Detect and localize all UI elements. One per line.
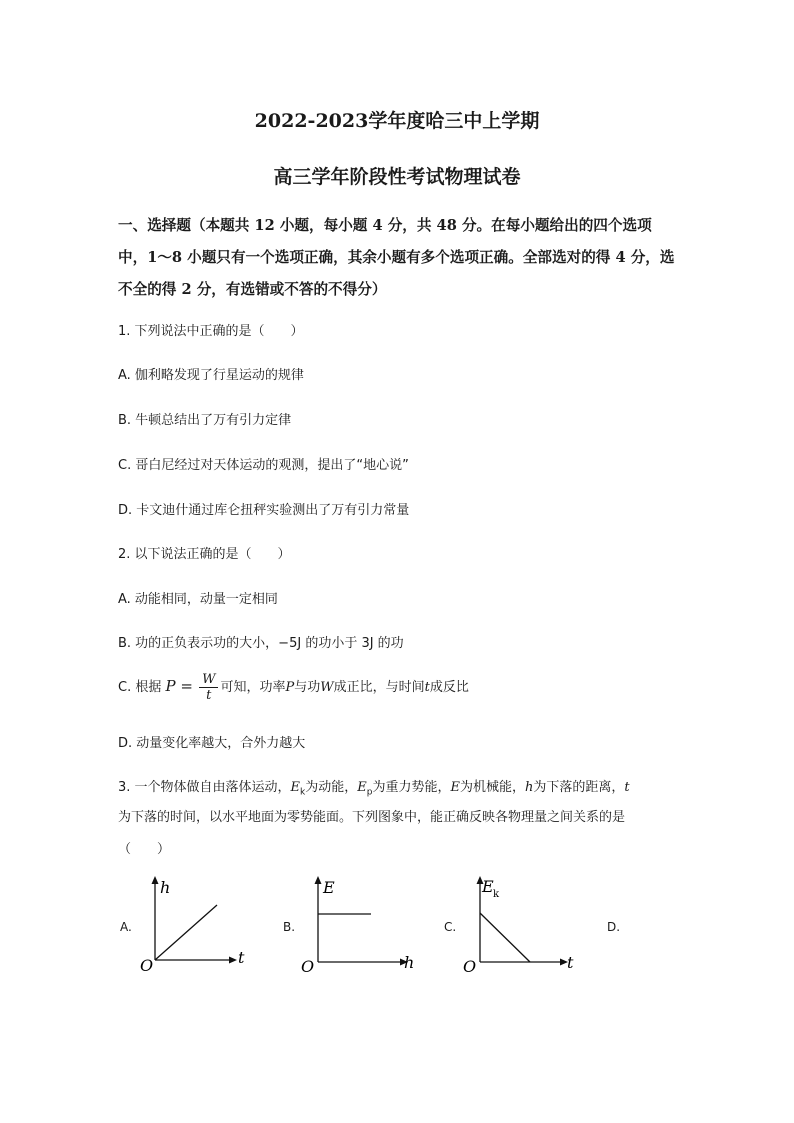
- graph-a-origin: O: [140, 956, 154, 975]
- exam-title-line2: 高三学年阶段性考试物理试卷: [273, 166, 521, 188]
- graph-c: [460, 875, 585, 975]
- symbol-e: E: [450, 780, 461, 795]
- graph-a-y-label: h: [160, 878, 171, 897]
- graph-b-origin: O: [301, 957, 315, 976]
- question-2-stem: 2. 以下说法正确的是（ ）: [118, 547, 291, 562]
- graph-b-x-label: h: [404, 953, 415, 972]
- power-fraction: [199, 672, 218, 703]
- question-1-option-d: D. 卡文迪什通过库仑扭秤实验测出了万有引力常量: [118, 503, 410, 518]
- symbol-h: h: [525, 780, 534, 795]
- option-c-text4: 成反比: [429, 680, 469, 695]
- graph-c-curve: [480, 913, 530, 962]
- question-2-option-a: A. 动能相同，动量一定相同: [118, 592, 278, 607]
- fraction-numerator: W: [199, 672, 218, 688]
- var-w: W: [320, 680, 334, 695]
- graph-a-label: A.: [120, 920, 132, 934]
- graph-c-y-subscript: k: [493, 889, 500, 900]
- fraction-denominator: t: [206, 688, 212, 703]
- graph-a-x-arrow: [229, 957, 237, 964]
- graph-c-origin: O: [463, 957, 477, 976]
- graph-b-y-arrow: [315, 876, 322, 884]
- graph-a: [135, 875, 255, 975]
- question-1-option-b: B. 牛顿总结出了万有引力定律: [118, 413, 292, 428]
- power-symbol: P =: [165, 677, 193, 695]
- question-2-option-d: D. 动量变化率越大，合外力越大: [118, 736, 306, 751]
- graph-b-label: B.: [283, 920, 296, 934]
- question-1-stem: 1. 下列说法中正确的是（ ）: [118, 324, 304, 339]
- question-2-option-c: [118, 672, 469, 703]
- section-instructions: 一、选择题（本题共 12 小题，每小题 4 分，共 48 分。在每小题给出的四个选项中，1～8 小题只有一个选项正确，其余小题有多个选项正确。全部选对的得 4 分，选不全的得 2 分，有选错或不答的不得分）: [118, 217, 675, 298]
- graph-c-y-label: E: [482, 877, 494, 896]
- symbol-ek: E: [290, 780, 301, 795]
- graph-c-x-label: t: [567, 953, 574, 972]
- option-c-text1: 可知，功率: [220, 680, 286, 695]
- graph-b-y-label: E: [323, 878, 335, 897]
- question-3-stem-line3: （ ）: [118, 842, 171, 857]
- option-c-prefix: C. 根据: [118, 680, 162, 695]
- question-2-option-b: B. 功的正负表示功的大小，−5J 的功小于 3J 的功: [118, 636, 404, 651]
- graph-a-curve: [155, 905, 217, 960]
- graph-c-label: C.: [444, 920, 457, 934]
- option-c-text2: 与功: [294, 680, 321, 695]
- var-p: P: [285, 680, 295, 695]
- option-c-text3: 成正比，与时间: [333, 680, 425, 695]
- graph-a-y-arrow: [152, 876, 159, 884]
- question-1-option-c: C. 哥白尼经过对天体运动的观测，提出了“地心说”: [118, 458, 409, 473]
- symbol-ep: E: [357, 780, 367, 795]
- symbol-t: t: [624, 780, 630, 795]
- question-3-stem-line1: 3. 一个物体做自由落体运动，$E_k$为动能，$E_p$为重力势能，E为机械能，h为下落的距离，t: [118, 780, 630, 798]
- var-t: t: [424, 680, 430, 695]
- question-1-option-a: A. 伽利略发现了行星运动的规律: [118, 368, 304, 383]
- graph-d-label: D.: [607, 920, 621, 934]
- question-3-stem-line2: 为下落的时间，以水平地面为零势能面。下列图象中，能正确反映各物理量之间关系的是: [118, 810, 626, 825]
- exam-title-line1: 2022-2023学年度哈三中上学期: [254, 110, 540, 132]
- graph-b: [298, 875, 423, 975]
- graph-a-x-label: t: [238, 948, 245, 967]
